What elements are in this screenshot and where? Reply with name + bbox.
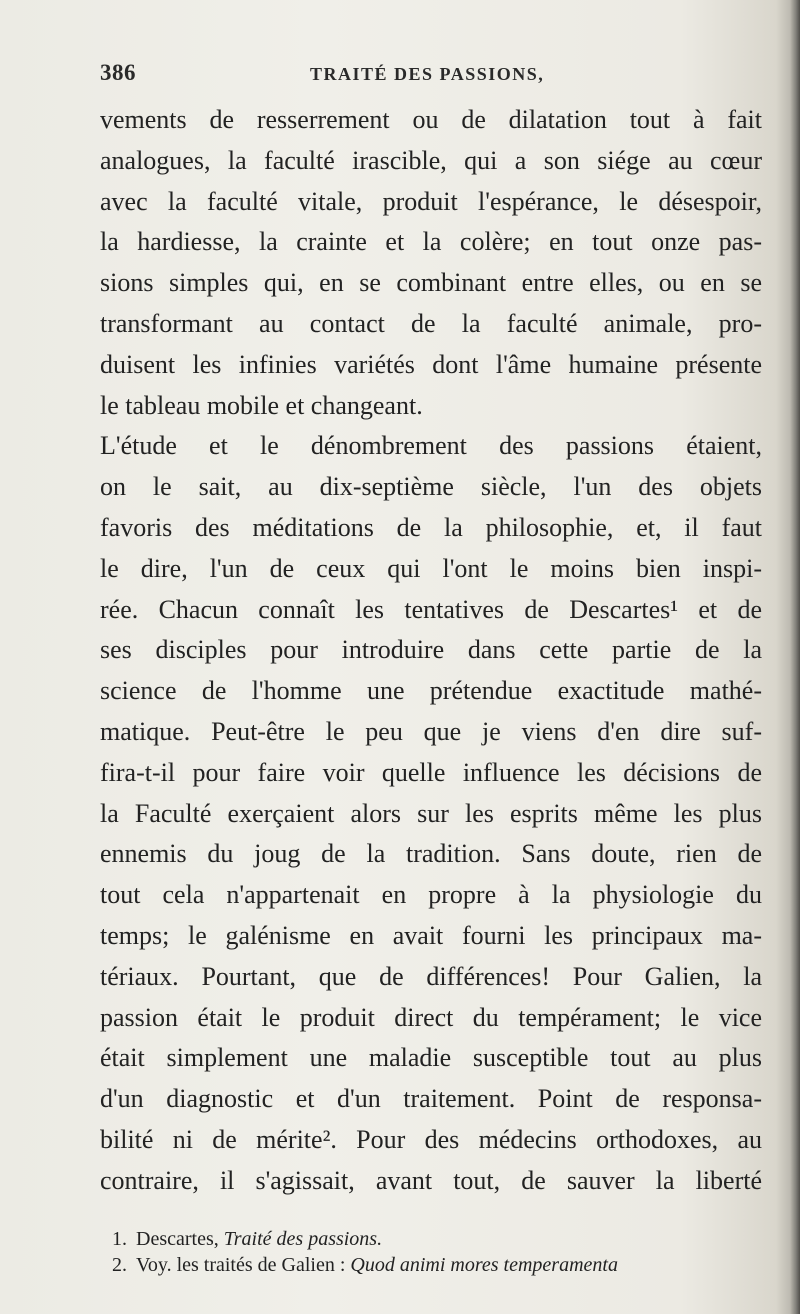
footnotes — [100, 1226, 762, 1278]
footnote-number: 2. — [112, 1254, 127, 1276]
text-line: matique. Peut-être le peu que je viens d'en dire suf- — [100, 716, 762, 746]
text-line: science de l'homme une prétendue exactitude mathé- — [100, 676, 762, 706]
text-line: passion était le produit direct du tempérament; le vice — [100, 1002, 762, 1032]
page-edge-shadow — [790, 0, 800, 1314]
footnote — [100, 1226, 762, 1252]
footnote-number: 1. — [112, 1228, 127, 1250]
footnote-reference: Quod animi mores temperamenta — [350, 1254, 618, 1276]
page-number: 386 — [100, 60, 136, 85]
text-line: contraire, il s'agissait, avant tout, de sauver la liberté — [100, 1165, 762, 1195]
text-line: la Faculté exerçaient alors sur les esprits même les plus — [100, 798, 762, 828]
footnote-text: Voy. les traités de Galien : — [136, 1254, 351, 1276]
text-line: avec la faculté vitale, produit l'espérance, le désespoir, — [100, 186, 762, 216]
text-line: transformant au contact de la faculté animale, pro- — [100, 308, 762, 338]
text-line: la hardiesse, la crainte et la colère; en tout onze pas- — [100, 227, 762, 257]
text-line: on le sait, au dix-septième siècle, l'un des objets — [100, 472, 762, 502]
body-text — [100, 100, 762, 1202]
footnote — [100, 1252, 762, 1278]
text-line: ennemis du joug de la tradition. Sans doute, rien de — [100, 839, 762, 869]
text-line: tout cela n'appartenait en propre à la physiologie du — [100, 880, 762, 910]
text-line: sions simples qui, en se combinant entre elles, ou en se — [100, 268, 762, 298]
text-line: rée. Chacun connaît les tentatives de Descartes¹ et de — [100, 594, 762, 624]
text-line: favoris des méditations de la philosophie, et, il faut — [100, 512, 762, 542]
running-title: TRAITÉ DES PASSIONS, — [310, 64, 545, 84]
text-line: ses disciples pour introduire dans cette partie de la — [100, 635, 762, 665]
text-line: fira-t-il pour faire voir quelle influence les décisions de — [100, 757, 762, 787]
text-line: vements de resserrement ou de dilatation tout à fait — [100, 105, 762, 134]
text-line: L'étude et le dénombrement des passions étaient, — [100, 431, 762, 461]
text-line: était simplement une maladie susceptible tout au plus — [100, 1043, 762, 1073]
page-header — [100, 58, 710, 98]
text-line: tériaux. Pourtant, que de différences! Pour Galien, la — [100, 961, 762, 991]
text-line: duisent les infinies variétés dont l'âme humaine présente — [100, 349, 762, 379]
text-line: le tableau mobile et changeant. — [100, 390, 423, 420]
text-line: analogues, la faculté irascible, qui a son siége au cœur — [100, 145, 762, 175]
text-line: temps; le galénisme en avait fourni les principaux ma- — [100, 920, 762, 950]
footnote-text: Descartes, — [136, 1228, 224, 1250]
text-line: bilité ni de mérite². Pour des médecins orthodoxes, au — [100, 1124, 762, 1154]
text-line: le dire, l'un de ceux qui l'ont le moins bien inspi- — [100, 553, 762, 583]
footnote-reference: Traité des passions. — [223, 1228, 383, 1250]
text-line: d'un diagnostic et d'un traitement. Point de responsa- — [100, 1084, 762, 1114]
